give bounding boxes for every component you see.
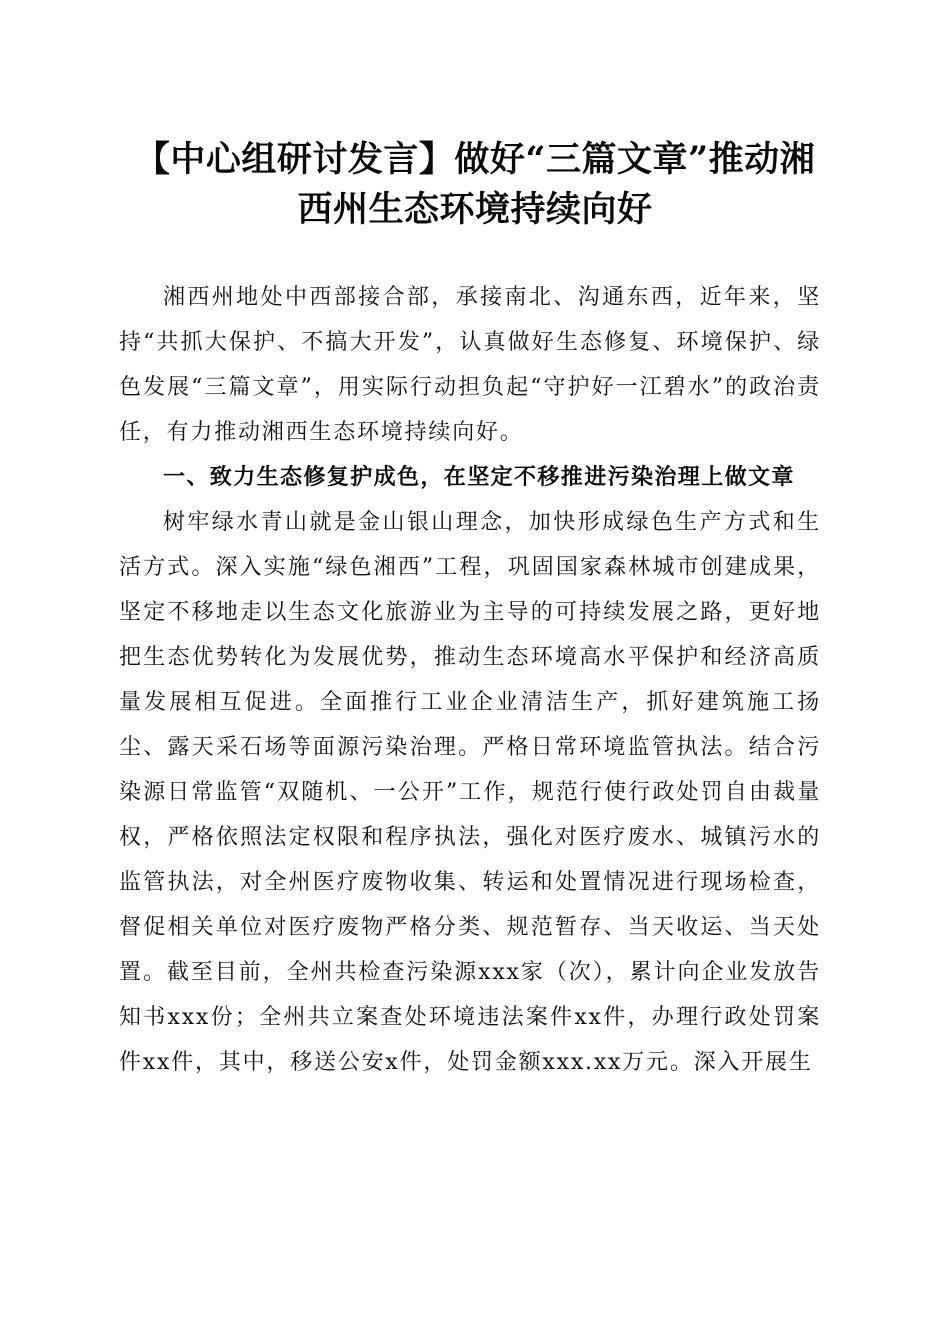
section-1-heading: 一、致力生态修复护成色，在坚定不移推进污染治理上做文章: [163, 465, 795, 490]
section-1-paragraph: 树牢绿水青山就是金山银山理念，加快形成绿色生产方式和生活方式。深入实施“绿色湘西”工程，巩固国家森林城市创建成果，坚定不移地走以生态文化旅游业为主导的可持续发展之路，更好地把生态优势转化为发展优势，推动生态环境高水平保护和经济高质量发展相互促进。全面推行工业企业清洁生产，抓好建筑施工扬尘、露天采石场等面源污染治理。严格日常环境监管执法。结合污染源日常监管“双随机、一公开”工作，规范行使行政处罚自由裁量权，严格依照法定权限和程序执法，强化对医疗废水、城镇污水的监管执法，对全州医疗废物收集、转运和处置情况进行现场检查，督促相关单位对医疗废物严格分类、规范暂存、当天收运、当天处置。截至目前，全州共检查污染源xxx家（次），累计向企业发放告知书xxx份；全州共立案查处环境违法案件xx件，办理行政处罚案件xx件，其中，移送公安x件，处罚金额xxx.xx万元。深入开展生: [119, 510, 821, 1075]
document-body: [119, 275, 821, 1085]
document-title: [100, 135, 850, 235]
intro-paragraph: 湘西州地处中西部接合部，承接南北、沟通东西，近年来，坚持“共抓大保护、不搞大开发”，认真做好生态修复、环境保护、绿色发展“三篇文章”，用实际行动担负起“守护好一江碧水”的政治责任，有力推动湘西生态环境持续向好。: [119, 285, 821, 445]
title-line-1: 【中心组研讨发言】做好“三篇文章”推动湘: [134, 139, 816, 180]
title-line-2: 西州生态环境持续向好: [297, 189, 653, 230]
